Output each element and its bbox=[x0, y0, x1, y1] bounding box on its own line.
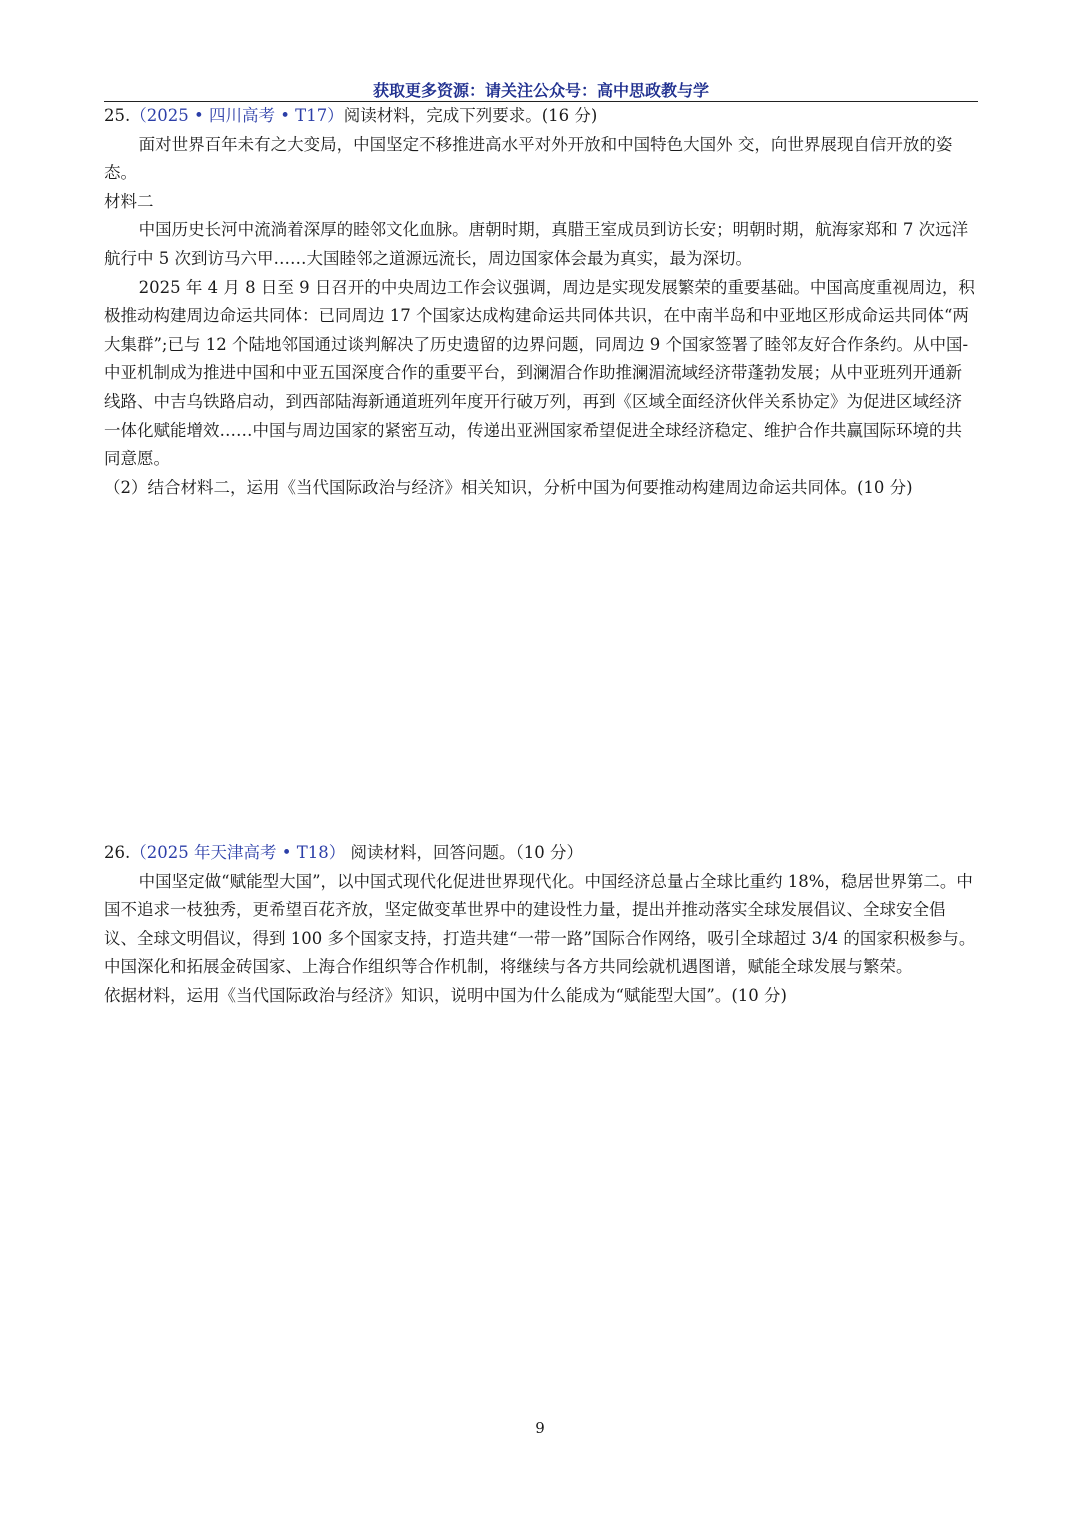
question-26-number: 26. bbox=[104, 843, 131, 862]
question-25-number: 25. bbox=[104, 106, 131, 125]
question-26 bbox=[104, 839, 978, 1011]
question-26-prompt: 依据材料，运用《当代国际政治与经济》知识，说明中国为什么能成为“赋能型大国”。(10 分) bbox=[104, 985, 787, 1005]
material-paragraph-2: 2025 年 4 月 8 日至 9 日召开的中央周边工作会议强调，周边是实现发展繁荣的重要基础。中国高度重视周边，积极推动构建周边命运共同体：已同周边 17 个国家达成构建命运共同体共识，在中南半岛和中亚地区形成命运共同体“两大集群”;已与 12 个陆地邻国通过谈判解决了历史遗留的边界问题，同周边 9 个国家签署了睦邻友好合作条约。从中国-中亚机制成为推进中国和中亚五国深度合作的重要平台，到澜湄合作助推澜湄流域经济带蓬勃发展；从中亚班列开通新线路、中吉乌铁路启动，到西部陆海新通道班列年度开行破万列，再到《区域全面经济伙伴关系协定》为促进区域经济一体化赋能增效……中国与周边国家的紧密互动，传递出亚洲国家希望促进全球经济稳定、维护合作共赢国际环境的共同意愿。 bbox=[104, 277, 975, 469]
question-25-source: （2025 • 四川高考 • T17） bbox=[130, 106, 344, 125]
question-26-heading bbox=[104, 839, 978, 868]
material-title: 材料二 bbox=[104, 191, 154, 211]
page-number: 9 bbox=[535, 1419, 545, 1437]
question-25-intro: 面对世界百年未有之大变局，中国坚定不移推进高水平对外开放和中国特色大国外 交，向世界展现自信开放的姿态。 bbox=[104, 134, 953, 183]
question-26-source: （2025 年天津高考 • T18） bbox=[130, 843, 346, 862]
page-header: 获取更多资源：请关注公众号：高中思政教与学 bbox=[372, 81, 709, 100]
material-paragraph-1: 中国历史长河中流淌着深厚的睦邻文化血脉。唐朝时期，真腊王室成员到访长安；明朝时期，航海家郑和 7 次远洋航行中 5 次到访马六甲……大国睦邻之道源远流长，周边国家体会最为真实，最为深切。 bbox=[104, 220, 969, 268]
question-26-instruction: 阅读材料，回答问题。（10 分） bbox=[345, 843, 583, 862]
question-25-heading bbox=[104, 102, 978, 131]
question-26-material: 中国坚定做“赋能型大国”，以中国式现代化促进世界现代化。中国经济总量占全球比重约 18%，稳居世界第二。中国不追求一枝独秀，更希望百花齐放，坚定做变革世界中的建设性力量，提出并推动落实全球发展倡议、全球安全倡议、全球文明倡议，得到 100 多个国家支持，打造共建“一带一路”国际合作网络，吸引全球超过 3/4 的国家积极参与。中国深化和拓展金砖国家、上海合作组织等合作机制，将继续与各方共同绘就机遇图谱，赋能全球发展与繁荣。 bbox=[104, 871, 976, 977]
question-25-prompt: （2）结合材料二，运用《当代国际政治与经济》相关知识，分析中国为何要推动构建周边命运共同体。(10 分) bbox=[104, 477, 913, 497]
question-25-instruction: 阅读材料，完成下列要求。(16 分) bbox=[343, 106, 598, 125]
question-25 bbox=[104, 102, 978, 502]
